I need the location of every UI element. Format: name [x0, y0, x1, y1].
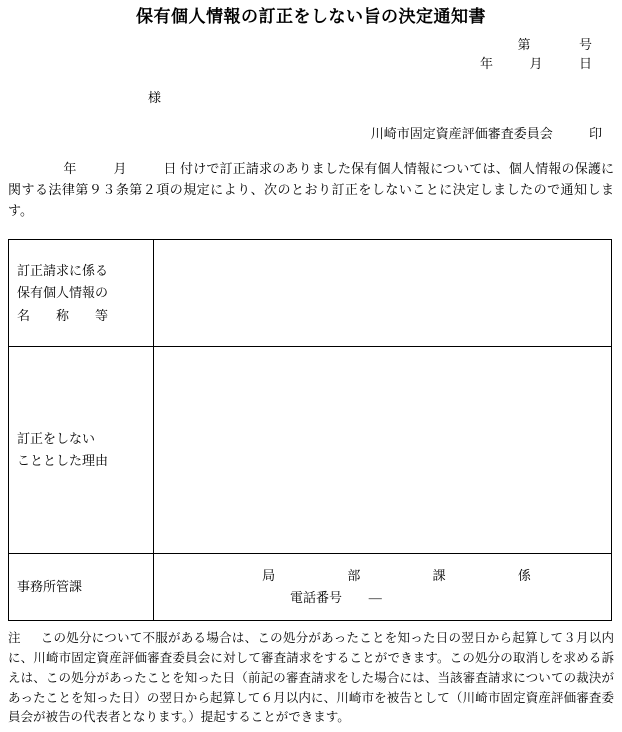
body-date-year: 年: [63, 161, 77, 177]
page-title: 保有個人情報の訂正をしない旨の決定通知書: [136, 7, 486, 26]
row-value-office[interactable]: [154, 554, 612, 621]
number-label: 第: [517, 37, 531, 53]
body-paragraph: [8, 158, 614, 221]
row-label-personal-info: [9, 240, 154, 347]
footnote: [8, 629, 614, 728]
footnote-text: この処分について不服がある場合は、この処分があったことを知った日の翌日から起算して３月以内に、川崎市固定資産評価審査委員会に対して審査請求をすることができます。この処分の取消しを求める訴えは、この処分があったことを知った日（前記の審査請求をした場合には、当該審査請求についての裁決があったことを知った日）の翌日から起算して６月以内に、川崎市を被告として（川崎市固定資産評価審査委員会が被告の代表者となります。）提起することができます。: [8, 631, 615, 725]
row-label-line-1: 訂正をしない: [17, 431, 96, 447]
body-date-month: 月: [113, 161, 127, 177]
document-date-line: [8, 55, 592, 74]
row-label-line-3: 名 称 等: [17, 307, 109, 323]
seal-mark: 印: [588, 126, 602, 142]
addressee-line: [8, 88, 614, 108]
phone-dash: ―: [368, 590, 382, 606]
body-date-day: 日: [163, 161, 177, 177]
office-fields: [162, 566, 603, 586]
decision-table: [8, 239, 612, 621]
document-number-line: [8, 36, 592, 55]
document-header-meta: [8, 36, 614, 74]
table-row: [9, 240, 612, 347]
table-row: [9, 554, 612, 621]
table-row: [9, 347, 612, 554]
footnote-paragraph: [8, 629, 614, 728]
row-label-line-2: こととした理由: [17, 453, 109, 469]
body-main-text: 付けで訂正請求のありました保有個人情報については、個人情報の保護に関する法律第９３条第２項の規定により、次のとおり訂正をしないことに決定しましたので通知します。: [8, 161, 615, 219]
row-value-personal-info[interactable]: [154, 240, 612, 347]
number-unit: 号: [578, 37, 592, 53]
office-field-subsection: 係: [517, 568, 531, 584]
date-day-label: 日: [578, 56, 592, 72]
row-value-reason[interactable]: [154, 347, 612, 554]
office-field-department: 部: [347, 568, 361, 584]
issuer-name: 川崎市固定資産評価審査委員会: [370, 126, 553, 142]
row-label-reason: [9, 347, 154, 554]
office-phone: [162, 588, 603, 608]
date-year-label: 年: [479, 56, 493, 72]
office-field-section: 課: [432, 568, 446, 584]
row-label-line-1: 訂正請求に係る: [17, 263, 109, 279]
row-label-line-2: 保有個人情報の: [17, 285, 109, 301]
document-page: [0, 4, 622, 732]
office-field-bureau: 局: [262, 568, 276, 584]
footnote-marker: 注: [8, 631, 21, 646]
row-label-office: 事務所管課: [9, 554, 154, 621]
issuer-line: [8, 124, 614, 144]
phone-label: 電話番号: [290, 590, 343, 606]
date-month-label: 月: [529, 56, 543, 72]
addressee-suffix: 様: [148, 90, 162, 106]
